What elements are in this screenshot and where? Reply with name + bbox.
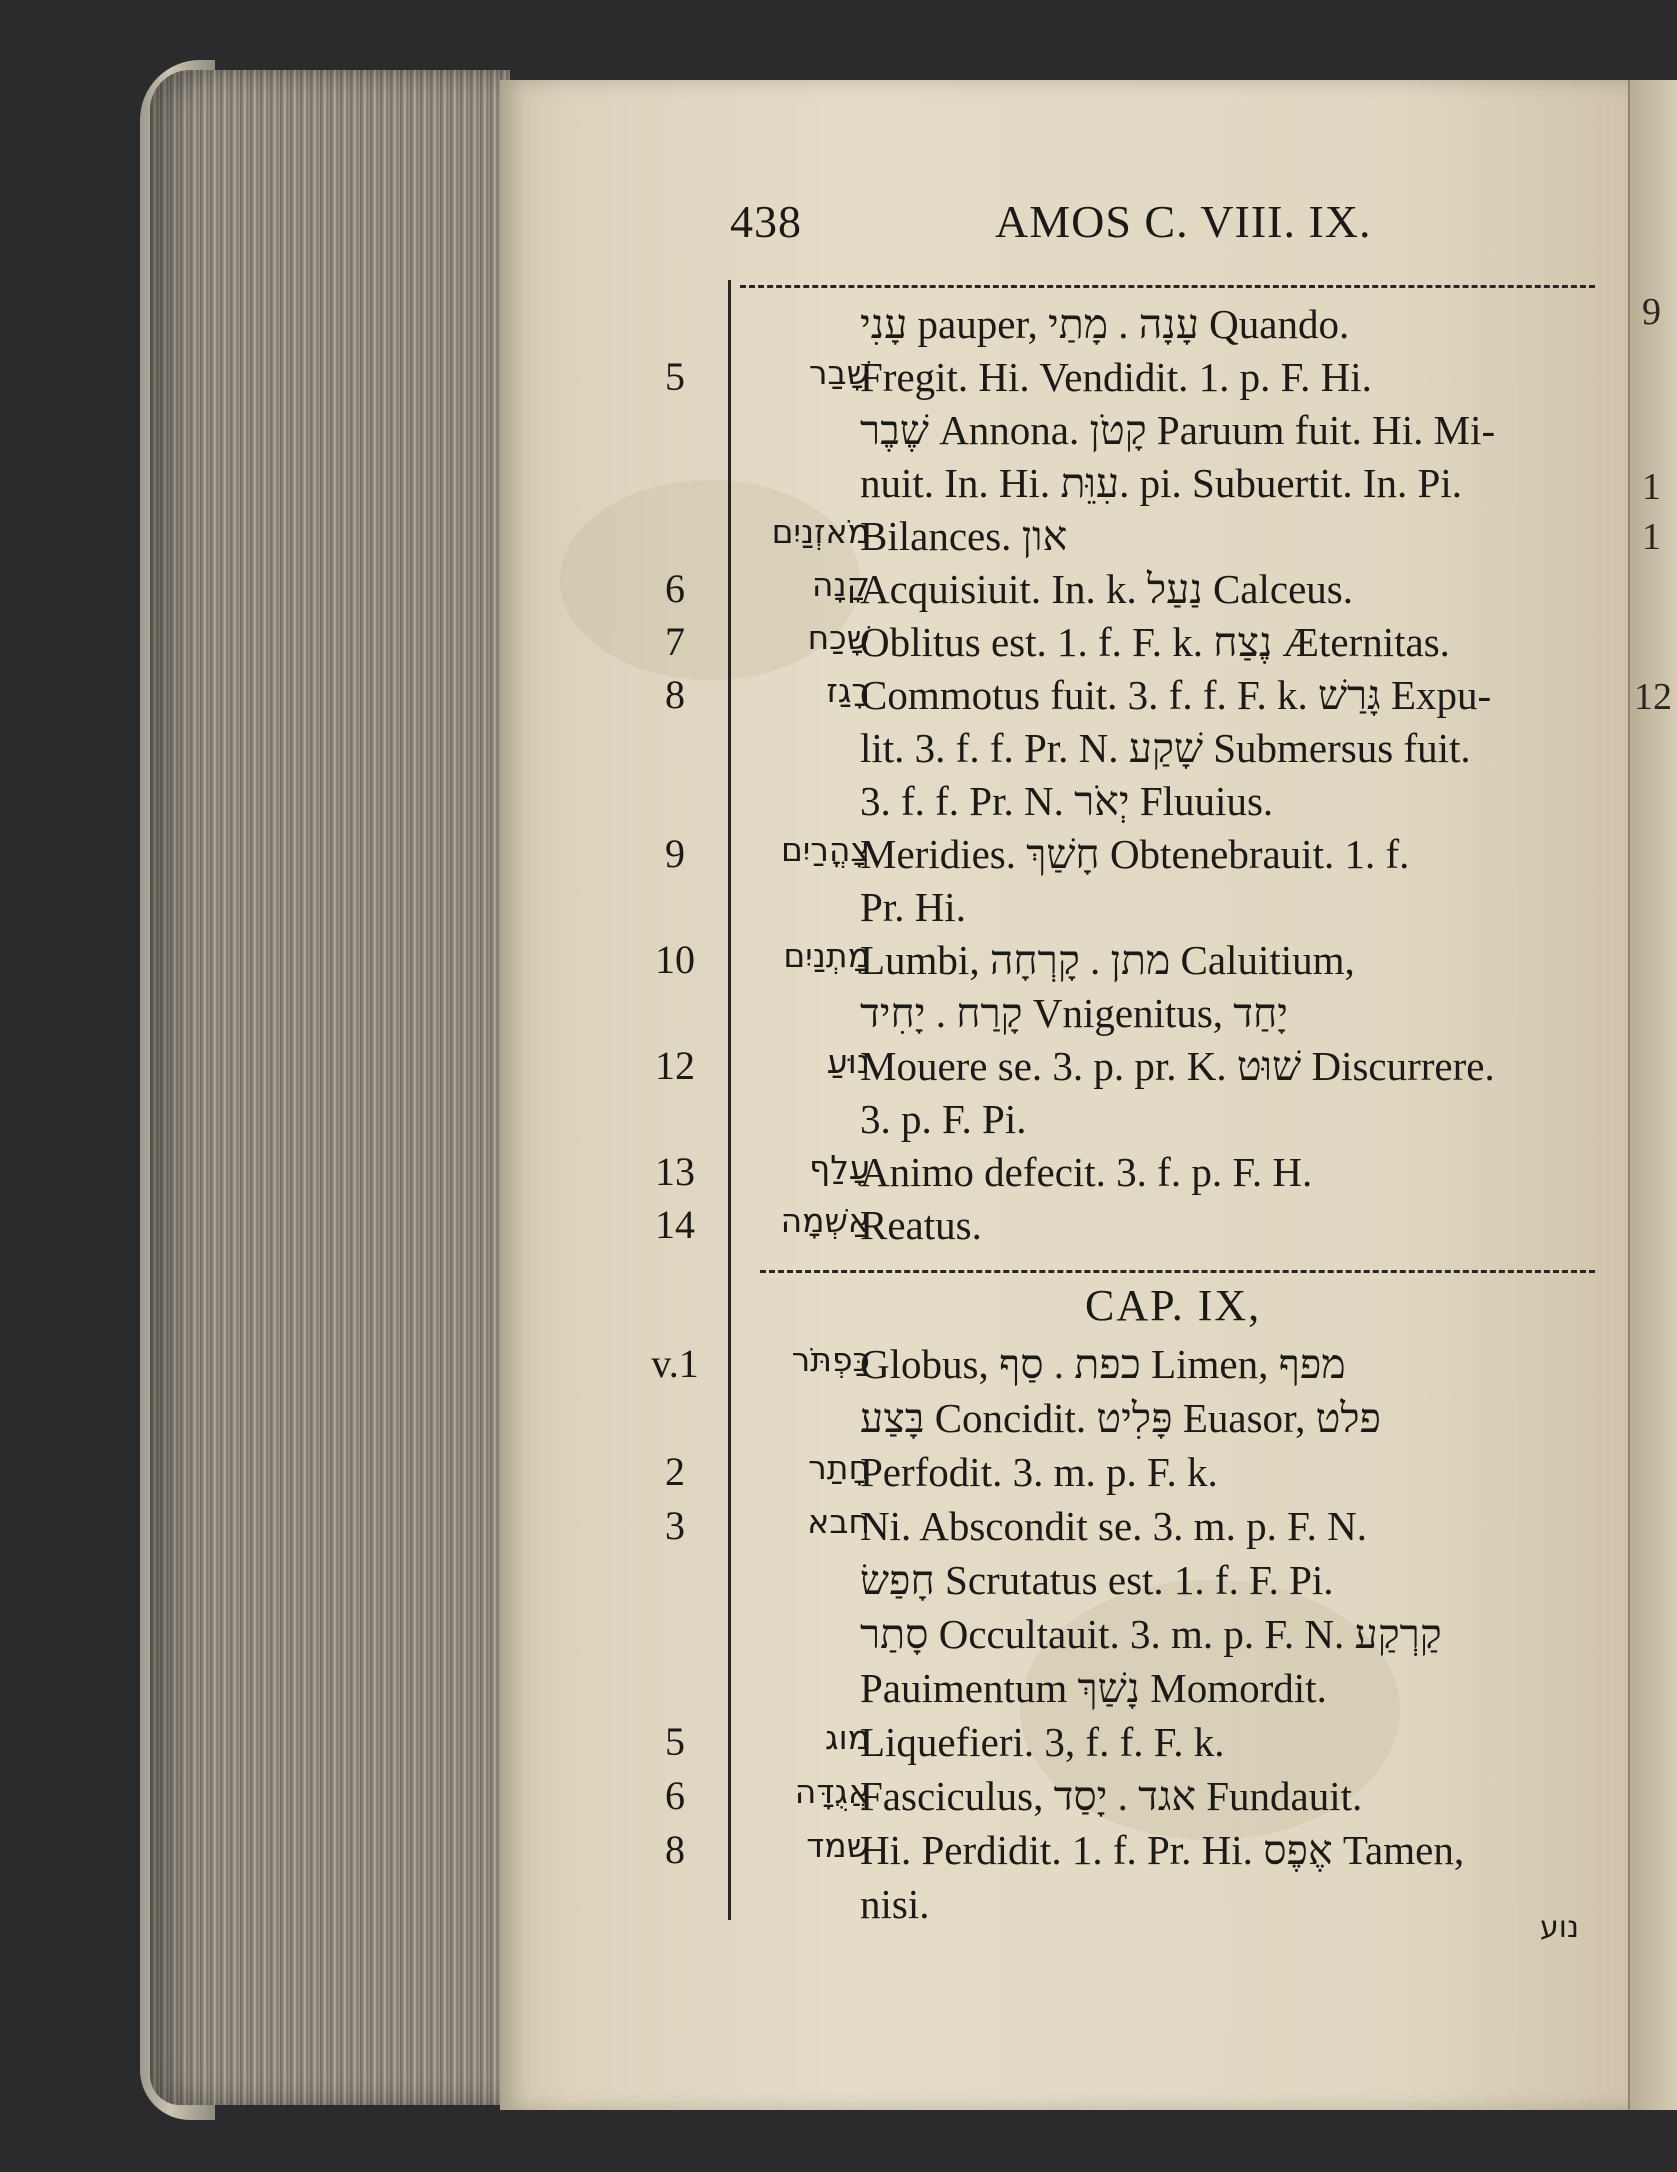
gloss-line [640,777,1600,837]
gloss-line [640,353,1600,413]
verse-number: 2 [665,1449,685,1494]
hebrew-headword: אַשְׁמָה [780,1201,870,1240]
gloss-text: Animo defecit. 3. f. p. F. H. [860,1149,1313,1195]
page-edges [150,70,510,2105]
page-number: 438 [730,196,802,247]
hebrew-headword: מוג [824,1718,870,1757]
gloss-line [640,671,1600,731]
gloss-text: קָרַח . יָחִיד Vnigenitus, יָחַד [860,990,1289,1036]
gloss-text: 3. f. f. Pr. N. יְאֹר Fluuius. [860,778,1274,824]
verse-number: 6 [665,1773,685,1818]
verse-number: 8 [665,1827,685,1872]
gloss-line [640,883,1600,943]
verse-number: 6 [665,566,685,611]
verse-number: 10 [655,937,695,982]
chapter-heading: CAP. IX, [1085,1281,1262,1330]
hebrew-headword: רָגַז [826,671,870,710]
gloss-line [640,1718,1600,1778]
hebrew-headword: עָלַף [809,1148,870,1187]
hebrew-headword: כַּפְתֹּר [791,1340,870,1379]
gloss-text: סָתַר Occultauit. 3. m. p. F. N. קַרְקַע [860,1611,1442,1657]
gloss-text: 3. p. F. Pi. [860,1096,1027,1142]
verse-number: 9 [665,831,685,876]
gloss-text: שֶׁבֶר Annona. קָטֹן Paruum fuit. Hi. Mi- [860,407,1496,453]
gloss-text: Acquisiuit. In. k. נַעַל Calceus. [860,566,1353,612]
gloss-line [640,1095,1600,1155]
facing-page-edge [1628,80,1677,2110]
gloss-line [640,1340,1600,1400]
verse-number: 14 [655,1202,695,1247]
verse-number: 5 [665,1719,685,1764]
gloss-text: Fregit. Hi. Vendidit. 1. p. F. Hi. [860,354,1372,400]
gloss-text: nuit. In. Hi. עִוֵּת. pi. Subuertit. In. Pi. [860,460,1462,506]
facing-page-fragment: 1 [1642,466,1661,508]
gloss-text: בָּצַע Concidit. פָּלִיט Euasor, פלט [860,1395,1382,1441]
hebrew-headword: שמד [806,1826,870,1865]
gloss-line [640,830,1600,890]
gloss-text: Liquefieri. 3, f. f. F. k. [860,1719,1225,1765]
hebrew-headword: שָׁכַח [807,618,870,657]
gloss-line [640,1610,1600,1670]
catchword: נוע [1540,1910,1579,1945]
gloss-text: Pr. Hi. [860,884,966,930]
verse-number: v.1 [651,1341,699,1386]
gloss-text: עָנִי pauper, עָנָה . מָתַי Quando. [860,301,1350,347]
gloss-line [640,406,1600,466]
hebrew-headword: קָנָה [811,565,870,604]
top-rule [740,285,1595,288]
gloss-line [640,1201,1600,1261]
gloss-text: Commotus fuit. 3. f. f. F. k. גָּרַשׁ Expu- [860,672,1492,718]
gloss-text: Lumbi, מתן . קָרְחָה Caluitium, [860,937,1355,983]
verse-number: 7 [665,619,685,664]
chapter-rule [760,1270,1595,1273]
gloss-text: Perfodit. 3. m. p. F. k. [860,1449,1218,1495]
verse-number: 13 [655,1149,695,1194]
facing-page-fragment: 9 [1642,291,1661,333]
gloss-line [640,989,1600,1049]
gloss-line [640,1880,1600,1940]
gloss-line [640,1502,1600,1562]
verse-number: 12 [655,1043,695,1088]
hebrew-headword: אֲגֻדָּה [794,1772,870,1811]
hebrew-headword: נוּעַ [826,1042,870,1081]
verse-number: 8 [665,672,685,717]
hebrew-headword: מֹאזְנַיִם [771,512,870,551]
gloss-line [640,724,1600,784]
gloss-line [640,459,1600,519]
gloss-line [640,1826,1600,1886]
hebrew-headword: מָתְנַיִם [783,936,870,975]
gloss-text: Globus, כפת . סַף Limen, מפף [860,1341,1346,1387]
hebrew-headword: צָהֳרַיִם [780,830,870,869]
gloss-line [640,1556,1600,1616]
gloss-line [640,1664,1600,1724]
running-title: AMOS C. VIII. IX. [995,196,1372,247]
gloss-text: חָפַשׂ Scrutatus est. 1. f. F. Pi. [860,1557,1334,1603]
gloss-text: lit. 3. f. f. Pr. N. שָׁקַע Submersus fuit. [860,725,1471,771]
gloss-line [640,1148,1600,1208]
gloss-line [640,565,1600,625]
gloss-line [640,300,1600,360]
hebrew-headword: חבא [807,1502,870,1541]
gloss-text: Pauimentum נָשַׁךְ Momordit. [860,1665,1327,1711]
gloss-text: Hi. Perdidit. 1. f. Pr. Hi. אֶפֶס Tamen, [860,1827,1465,1873]
gloss-line [640,936,1600,996]
gloss-text: Bilances. און [860,513,1068,559]
gloss-line [640,1042,1600,1102]
facing-page-fragment: 1 [1642,516,1661,558]
gloss-line [640,1448,1600,1508]
gloss-text: Ni. Abscondit se. 3. m. p. F. N. [860,1503,1367,1549]
gloss-line [640,1772,1600,1832]
gloss-line [640,618,1600,678]
gloss-text: nisi. [860,1881,930,1927]
verse-number: 3 [665,1503,685,1548]
hebrew-headword: שָׁבַר [808,353,870,392]
gloss-text: Reatus. [860,1202,982,1248]
gloss-text: Oblitus est. 1. f. F. k. נֶצַח Æternitas. [860,619,1450,665]
gloss-line [640,1394,1600,1454]
verse-number: 5 [665,354,685,399]
hebrew-headword: חָתַר [808,1448,870,1487]
gloss-line [640,512,1600,572]
gloss-text: Mouere se. 3. p. pr. K. שׁוּט Discurrere. [860,1043,1495,1089]
gloss-text: Fasciculus, אגד . יָסַד Fundauit. [860,1773,1363,1819]
facing-page-fragment: 12 [1634,676,1672,718]
gloss-text: Meridies. חָשַׁךְ Obtenebrauit. 1. f. [860,831,1410,877]
